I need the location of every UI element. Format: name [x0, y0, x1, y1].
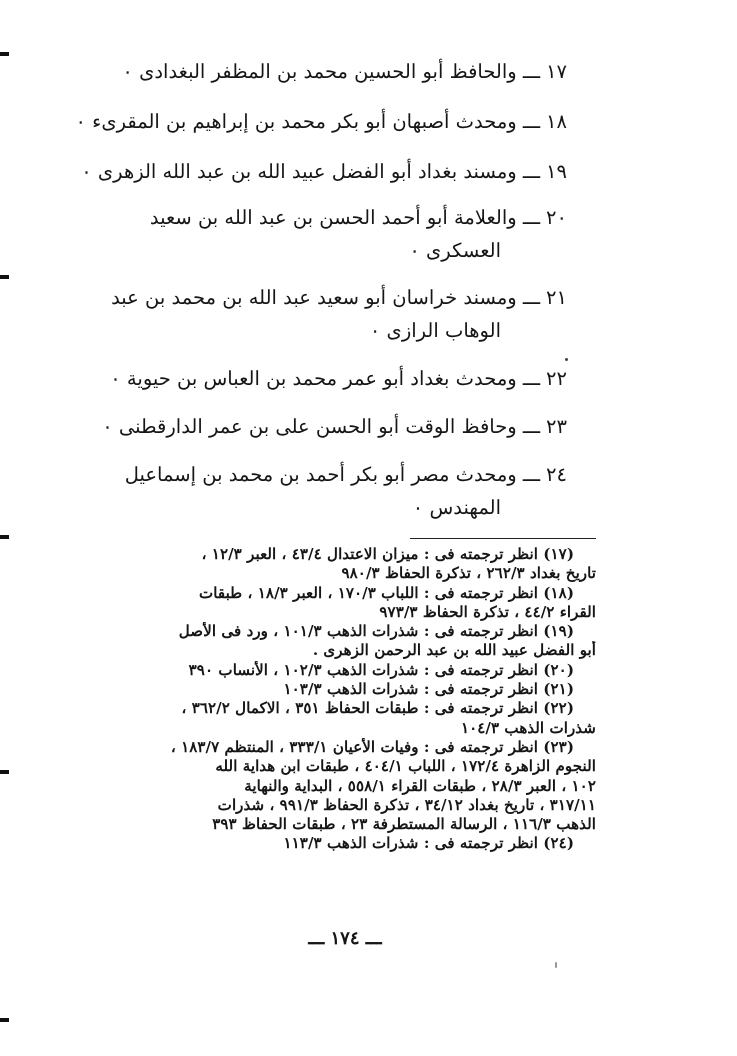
footnote-line: النجوم الزاهرة ١٧٢/٤ ، اللباب ٤٠٤/١ ، طبقات ابن هداية الله — [215, 757, 596, 776]
footnote-line: (١٩) انظر ترجمته فى : شذرات الذهب ١٠١/٣ ، ورد فى الأصل — [178, 622, 574, 641]
entry-number: ٢١ — [546, 286, 567, 309]
footnote-line: (١٨) انظر ترجمته فى : اللباب ١٧٠/٣ ، العبر ١٨/٣ ، طبقات — [198, 583, 574, 602]
ink-speck — [555, 962, 557, 968]
entry-number: ١٨ — [546, 110, 567, 133]
footnote-line: أبو الفضل عبيد الله بن عبد الرحمن الزهرى . — [312, 641, 596, 660]
entry-text: ـــ وحافظ الوقت أبو الحسن على بن عمر الدارقطنى ٠ — [102, 415, 541, 438]
entry-21 — [92, 281, 567, 347]
entry-23 — [92, 410, 567, 443]
footnotes — [88, 545, 596, 854]
entry-text: ـــ ومسند بغداد أبو الفضل عبيد الله بن عبد الله الزهرى ٠ — [81, 160, 541, 183]
footnote-line: (٢٠) انظر ترجمته فى : شذرات الذهب ١٠٢/٣ ، الأنساب ٣٩٠ — [188, 660, 574, 679]
footnote-line: (٢٤) انظر ترجمته فى : شذرات الذهب ١١٣/٣ — [283, 834, 574, 853]
footnote-line: (٢١) انظر ترجمته فى : شذرات الذهب ١٠٣/٣ — [283, 680, 574, 699]
entry-text: ـــ والعلامة أبو أحمد الحسن بن عبد الله بن سعيد — [149, 206, 541, 229]
footnote-line: شذرات الذهب ١٠٤/٣ — [460, 718, 596, 737]
footnote-line: (١٧) انظر ترجمته فى : ميزان الاعتدال ٤٣/٤ ، العبر ١٢/٣ ، — [201, 545, 574, 563]
entry-text: ـــ ومحدث بغداد أبو عمر محمد بن العباس بن حيوية ٠ — [110, 367, 541, 390]
scan-edge-mark — [0, 535, 9, 539]
entry-20 — [92, 201, 567, 267]
entry-text: ـــ ومسند خراسان أبو سعيد عبد الله بن محمد بن عبد — [111, 286, 541, 309]
scan-edge-mark — [0, 275, 9, 279]
footnote-line: الذهب ١١٦/٣ ، الرسالة المستطرفة ٢٣ ، طبقات الحفاظ ٣٩٣ — [212, 815, 596, 834]
entry-number: ٢٢ — [546, 367, 567, 390]
entry-19 — [81, 155, 567, 188]
footnote-line: تاريخ بغداد ٢٦٢/٣ ، تذكرة الحفاظ ٩٨٠/٣ — [341, 564, 596, 583]
scan-edge-mark — [0, 52, 9, 56]
entry-text: ـــ ومحدث مصر أبو بكر أحمد بن محمد بن إسماعيل — [124, 463, 541, 486]
footnote-line: ١٠٢ ، العبر ٢٨/٣ ، طبقات القراء ٥٥٨/١ ، البداية والنهاية — [244, 776, 596, 795]
footnote-line: ٣١٧/١١ ، تاريخ بغداد ٣٤/١٢ ، تذكرة الحفاظ ٩٩١/٣ ، شذرات — [217, 795, 596, 814]
footnote-line: (٢٢) انظر ترجمته فى : طبقات الحفاظ ٣٥١ ، الاكمال ٣٦٢/٢ ، — [181, 699, 574, 718]
entry-18 — [75, 105, 567, 138]
scan-edge-mark — [0, 1018, 9, 1022]
entry-text: ـــ ومحدث أصبهان أبو بكر محمد بن إبراهيم بن المقرىء ٠ — [75, 110, 541, 133]
ink-speck — [565, 358, 568, 361]
entry-continuation: الوهاب الرازى ٠ — [369, 319, 501, 342]
entry-number: ٢٠ — [546, 206, 567, 229]
footnote-separator — [410, 538, 596, 539]
footnote-line: القراء ٤٤/٢ ، تذكرة الحفاظ ٩٧٣/٣ — [379, 602, 596, 621]
entry-number: ١٩ — [546, 160, 567, 183]
page-number: ـــ ١٧٤ ـــ — [308, 928, 382, 949]
entry-24 — [92, 458, 567, 524]
entry-text: ـــ والحافظ أبو الحسين محمد بن المظفر البغدادى ٠ — [122, 60, 541, 83]
footnote-line: (٢٣) انظر ترجمته فى : وفيات الأعيان ٣٣٣/١ ، المنتظم ١٨٣/٧ ، — [170, 737, 574, 756]
scan-edge-mark — [0, 770, 9, 774]
entry-continuation: المهندس ٠ — [412, 496, 501, 519]
entry-number: ٢٣ — [546, 415, 567, 438]
entry-17 — [92, 55, 567, 88]
entry-continuation: العسكرى ٠ — [409, 239, 501, 262]
entry-number: ٢٤ — [546, 463, 567, 486]
entry-22 — [92, 362, 567, 395]
entry-number: ١٧ — [546, 60, 567, 83]
